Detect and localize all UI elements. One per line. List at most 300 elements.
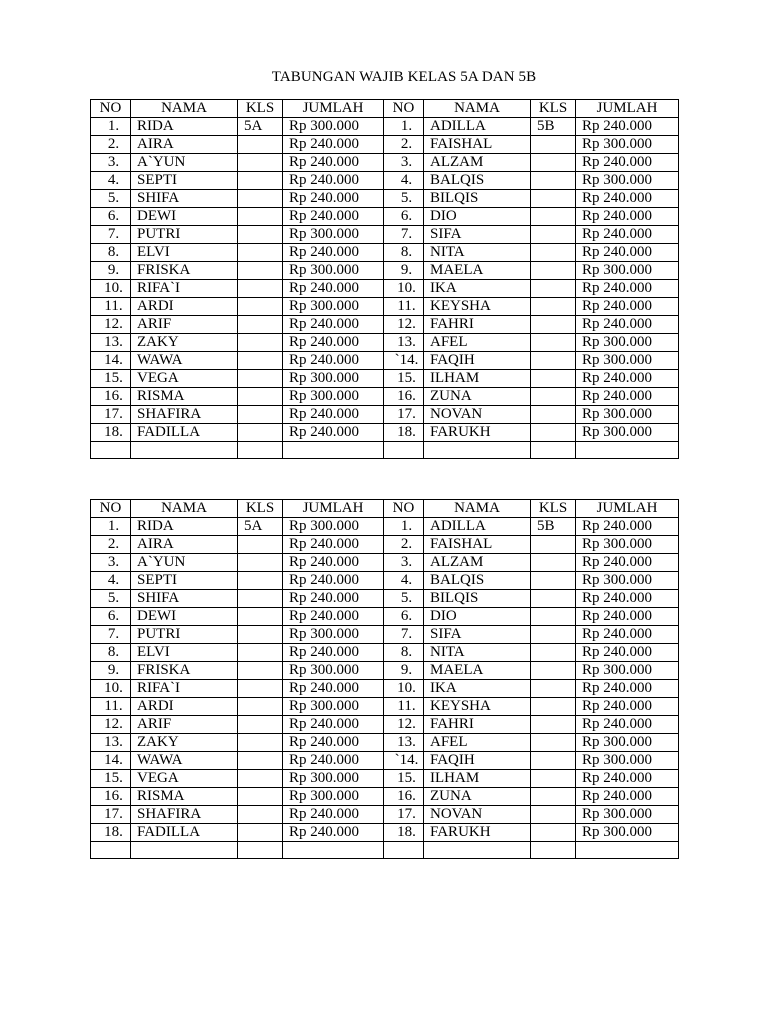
kls-cell bbox=[238, 752, 283, 770]
jumlah-cell: Rp 240.000 bbox=[283, 244, 384, 262]
kls-cell bbox=[531, 352, 576, 370]
jumlah-cell: Rp 240.000 bbox=[576, 298, 679, 316]
jumlah-cell: Rp 300.000 bbox=[283, 698, 384, 716]
nama-cell: SIFA bbox=[424, 226, 531, 244]
table-row bbox=[91, 334, 679, 352]
empty-cell bbox=[131, 842, 238, 859]
empty-cell bbox=[424, 442, 531, 459]
jumlah-cell: Rp 300.000 bbox=[576, 536, 679, 554]
table-row bbox=[91, 280, 679, 298]
nama-cell: NITA bbox=[424, 644, 531, 662]
page-title: TABUNGAN WAJIB KELAS 5A DAN 5B bbox=[271, 69, 537, 85]
nama-cell: ELVI bbox=[131, 244, 238, 262]
nama-cell: FADILLA bbox=[131, 824, 238, 842]
table-row bbox=[91, 680, 679, 698]
nama-cell: FADILLA bbox=[131, 424, 238, 442]
no-cell: 10. bbox=[384, 680, 424, 698]
nama-cell: FARUKH bbox=[424, 824, 531, 842]
jumlah-cell: Rp 240.000 bbox=[283, 608, 384, 626]
empty-cell bbox=[531, 842, 576, 859]
table-row bbox=[91, 734, 679, 752]
column-header: JUMLAH bbox=[576, 100, 679, 118]
jumlah-cell: Rp 240.000 bbox=[576, 208, 679, 226]
nama-cell: AFEL bbox=[424, 334, 531, 352]
empty-cell bbox=[238, 842, 283, 859]
jumlah-cell: Rp 240.000 bbox=[576, 118, 679, 136]
nama-cell: IKA bbox=[424, 280, 531, 298]
kls-cell bbox=[531, 244, 576, 262]
column-header: JUMLAH bbox=[283, 500, 384, 518]
no-cell: 5. bbox=[91, 190, 131, 208]
no-cell: 6. bbox=[91, 208, 131, 226]
nama-cell: FAQIH bbox=[424, 752, 531, 770]
table-row bbox=[91, 644, 679, 662]
nama-cell: SIFA bbox=[424, 626, 531, 644]
column-header: JUMLAH bbox=[576, 500, 679, 518]
jumlah-cell: Rp 240.000 bbox=[576, 154, 679, 172]
jumlah-cell: Rp 300.000 bbox=[576, 172, 679, 190]
kls-cell bbox=[238, 190, 283, 208]
nama-cell: ALZAM bbox=[424, 154, 531, 172]
nama-cell: SHAFIRA bbox=[131, 406, 238, 424]
table-row bbox=[91, 406, 679, 424]
nama-cell: SHIFA bbox=[131, 590, 238, 608]
table-row bbox=[91, 536, 679, 554]
kls-cell bbox=[238, 590, 283, 608]
table-row bbox=[91, 752, 679, 770]
jumlah-cell: Rp 300.000 bbox=[283, 770, 384, 788]
table-row bbox=[91, 298, 679, 316]
no-cell: 6. bbox=[91, 608, 131, 626]
nama-cell: RIFA`I bbox=[131, 280, 238, 298]
nama-cell: FAHRI bbox=[424, 316, 531, 334]
nama-cell: FAISHAL bbox=[424, 536, 531, 554]
kls-cell bbox=[238, 698, 283, 716]
no-cell: 17. bbox=[91, 806, 131, 824]
jumlah-cell: Rp 240.000 bbox=[283, 190, 384, 208]
empty-cell bbox=[531, 442, 576, 459]
no-cell: 16. bbox=[384, 788, 424, 806]
jumlah-cell: Rp 300.000 bbox=[283, 626, 384, 644]
jumlah-cell: Rp 240.000 bbox=[576, 626, 679, 644]
table-row bbox=[91, 136, 679, 154]
kls-cell bbox=[531, 298, 576, 316]
no-cell: 17. bbox=[91, 406, 131, 424]
no-cell: 11. bbox=[384, 698, 424, 716]
nama-cell: FARUKH bbox=[424, 424, 531, 442]
jumlah-cell: Rp 240.000 bbox=[283, 208, 384, 226]
no-cell: 18. bbox=[384, 424, 424, 442]
nama-cell: SHIFA bbox=[131, 190, 238, 208]
table-row bbox=[91, 208, 679, 226]
jumlah-cell: Rp 300.000 bbox=[576, 572, 679, 590]
table-row bbox=[91, 590, 679, 608]
jumlah-cell: Rp 300.000 bbox=[576, 136, 679, 154]
kls-cell bbox=[531, 370, 576, 388]
no-cell: 12. bbox=[384, 316, 424, 334]
kls-cell bbox=[238, 680, 283, 698]
kls-cell bbox=[531, 554, 576, 572]
jumlah-cell: Rp 240.000 bbox=[576, 698, 679, 716]
nama-cell: ZUNA bbox=[424, 788, 531, 806]
nama-cell: A`YUN bbox=[131, 554, 238, 572]
column-header: NAMA bbox=[131, 500, 238, 518]
savings-table-2 bbox=[90, 499, 679, 859]
kls-cell bbox=[238, 806, 283, 824]
kls-cell bbox=[531, 752, 576, 770]
empty-cell bbox=[91, 842, 131, 859]
jumlah-cell: Rp 240.000 bbox=[576, 608, 679, 626]
empty-cell bbox=[238, 442, 283, 459]
kls-cell bbox=[238, 226, 283, 244]
nama-cell: ALZAM bbox=[424, 554, 531, 572]
jumlah-cell: Rp 240.000 bbox=[283, 406, 384, 424]
column-header: KLS bbox=[238, 100, 283, 118]
jumlah-cell: Rp 240.000 bbox=[283, 824, 384, 842]
kls-cell bbox=[238, 406, 283, 424]
nama-cell: VEGA bbox=[131, 770, 238, 788]
no-cell: 7. bbox=[91, 226, 131, 244]
jumlah-cell: Rp 240.000 bbox=[576, 770, 679, 788]
nama-cell: MAELA bbox=[424, 262, 531, 280]
kls-cell bbox=[531, 190, 576, 208]
nama-cell: SHAFIRA bbox=[131, 806, 238, 824]
kls-cell bbox=[531, 262, 576, 280]
kls-cell bbox=[531, 406, 576, 424]
kls-cell bbox=[531, 172, 576, 190]
jumlah-cell: Rp 300.000 bbox=[576, 334, 679, 352]
nama-cell: ADILLA bbox=[424, 518, 531, 536]
no-cell: 3. bbox=[384, 554, 424, 572]
no-cell: 16. bbox=[91, 788, 131, 806]
nama-cell: FRISKA bbox=[131, 662, 238, 680]
table-row bbox=[91, 626, 679, 644]
kls-cell bbox=[238, 388, 283, 406]
empty-row bbox=[91, 842, 679, 859]
kls-cell bbox=[238, 172, 283, 190]
jumlah-cell: Rp 240.000 bbox=[283, 590, 384, 608]
kls-cell bbox=[531, 770, 576, 788]
kls-cell bbox=[531, 280, 576, 298]
table-row bbox=[91, 262, 679, 280]
jumlah-cell: Rp 240.000 bbox=[576, 370, 679, 388]
empty-cell bbox=[131, 442, 238, 459]
empty-cell bbox=[576, 842, 679, 859]
nama-cell: ELVI bbox=[131, 644, 238, 662]
nama-cell: FAHRI bbox=[424, 716, 531, 734]
nama-cell: ZAKY bbox=[131, 734, 238, 752]
jumlah-cell: Rp 240.000 bbox=[576, 244, 679, 262]
table-row bbox=[91, 806, 679, 824]
nama-cell: RIDA bbox=[131, 518, 238, 536]
jumlah-cell: Rp 240.000 bbox=[576, 716, 679, 734]
jumlah-cell: Rp 300.000 bbox=[283, 518, 384, 536]
table-row bbox=[91, 154, 679, 172]
nama-cell: ARIF bbox=[131, 316, 238, 334]
column-header: NAMA bbox=[424, 500, 531, 518]
no-cell: 8. bbox=[91, 644, 131, 662]
jumlah-cell: Rp 240.000 bbox=[283, 644, 384, 662]
kls-cell bbox=[238, 262, 283, 280]
table-row bbox=[91, 370, 679, 388]
no-cell: 13. bbox=[384, 334, 424, 352]
jumlah-cell: Rp 240.000 bbox=[283, 680, 384, 698]
nama-cell: MAELA bbox=[424, 662, 531, 680]
no-cell: 2. bbox=[384, 536, 424, 554]
jumlah-cell: Rp 300.000 bbox=[576, 262, 679, 280]
column-header: NAMA bbox=[131, 100, 238, 118]
table-header-row bbox=[91, 500, 679, 518]
kls-cell bbox=[238, 608, 283, 626]
column-header: JUMLAH bbox=[283, 100, 384, 118]
kls-cell bbox=[238, 824, 283, 842]
kls-cell bbox=[238, 244, 283, 262]
jumlah-cell: Rp 240.000 bbox=[283, 424, 384, 442]
kls-cell bbox=[238, 352, 283, 370]
jumlah-cell: Rp 240.000 bbox=[576, 226, 679, 244]
nama-cell: ADILLA bbox=[424, 118, 531, 136]
no-cell: 7. bbox=[384, 226, 424, 244]
kls-cell bbox=[531, 536, 576, 554]
column-header: NO bbox=[91, 500, 131, 518]
no-cell: 2. bbox=[91, 136, 131, 154]
kls-cell bbox=[238, 316, 283, 334]
jumlah-cell: Rp 240.000 bbox=[283, 716, 384, 734]
nama-cell: AIRA bbox=[131, 536, 238, 554]
no-cell: 15. bbox=[384, 770, 424, 788]
jumlah-cell: Rp 240.000 bbox=[283, 280, 384, 298]
jumlah-cell: Rp 300.000 bbox=[283, 662, 384, 680]
no-cell: 14. bbox=[91, 752, 131, 770]
table-row bbox=[91, 172, 679, 190]
jumlah-cell: Rp 300.000 bbox=[576, 824, 679, 842]
kls-cell bbox=[531, 388, 576, 406]
savings-table-1 bbox=[90, 99, 679, 459]
kls-cell bbox=[238, 136, 283, 154]
nama-cell: DEWI bbox=[131, 208, 238, 226]
no-cell: 13. bbox=[91, 334, 131, 352]
kls-cell bbox=[531, 590, 576, 608]
jumlah-cell: Rp 240.000 bbox=[283, 316, 384, 334]
nama-cell: BALQIS bbox=[424, 172, 531, 190]
nama-cell: AIRA bbox=[131, 136, 238, 154]
no-cell: 13. bbox=[384, 734, 424, 752]
nama-cell: FRISKA bbox=[131, 262, 238, 280]
nama-cell: RISMA bbox=[131, 788, 238, 806]
table-row bbox=[91, 824, 679, 842]
nama-cell: DIO bbox=[424, 208, 531, 226]
jumlah-cell: Rp 240.000 bbox=[283, 572, 384, 590]
nama-cell: KEYSHA bbox=[424, 698, 531, 716]
no-cell: 1. bbox=[91, 118, 131, 136]
no-cell: 5. bbox=[384, 190, 424, 208]
kls-cell bbox=[238, 298, 283, 316]
jumlah-cell: Rp 240.000 bbox=[576, 190, 679, 208]
kls-cell bbox=[531, 608, 576, 626]
jumlah-cell: Rp 240.000 bbox=[283, 554, 384, 572]
table-row bbox=[91, 316, 679, 334]
no-cell: 4. bbox=[91, 172, 131, 190]
table-row bbox=[91, 118, 679, 136]
table-row bbox=[91, 572, 679, 590]
nama-cell: RIDA bbox=[131, 118, 238, 136]
no-cell: 1. bbox=[384, 118, 424, 136]
nama-cell: PUTRI bbox=[131, 226, 238, 244]
no-cell: 6. bbox=[384, 208, 424, 226]
kls-cell bbox=[531, 806, 576, 824]
no-cell: 2. bbox=[91, 536, 131, 554]
column-header: KLS bbox=[238, 500, 283, 518]
column-header: NO bbox=[384, 500, 424, 518]
jumlah-cell: Rp 300.000 bbox=[283, 298, 384, 316]
kls-cell bbox=[531, 716, 576, 734]
nama-cell: VEGA bbox=[131, 370, 238, 388]
no-cell: 15. bbox=[91, 370, 131, 388]
kls-cell bbox=[531, 734, 576, 752]
nama-cell: BILQIS bbox=[424, 190, 531, 208]
no-cell: 10. bbox=[384, 280, 424, 298]
nama-cell: NOVAN bbox=[424, 806, 531, 824]
jumlah-cell: Rp 240.000 bbox=[283, 334, 384, 352]
jumlah-cell: Rp 300.000 bbox=[283, 226, 384, 244]
kls-cell bbox=[531, 680, 576, 698]
jumlah-cell: Rp 300.000 bbox=[576, 424, 679, 442]
kls-cell bbox=[531, 626, 576, 644]
nama-cell: BILQIS bbox=[424, 590, 531, 608]
no-cell: `14. bbox=[384, 352, 424, 370]
jumlah-cell: Rp 240.000 bbox=[283, 752, 384, 770]
nama-cell: ZAKY bbox=[131, 334, 238, 352]
nama-cell: RIFA`I bbox=[131, 680, 238, 698]
jumlah-cell: Rp 240.000 bbox=[576, 518, 679, 536]
kls-cell bbox=[238, 770, 283, 788]
no-cell: 15. bbox=[91, 770, 131, 788]
no-cell: `14. bbox=[384, 752, 424, 770]
no-cell: 12. bbox=[384, 716, 424, 734]
nama-cell: BALQIS bbox=[424, 572, 531, 590]
kls-cell bbox=[238, 208, 283, 226]
kls-cell bbox=[238, 662, 283, 680]
jumlah-cell: Rp 240.000 bbox=[283, 806, 384, 824]
table-row bbox=[91, 388, 679, 406]
no-cell: 9. bbox=[384, 262, 424, 280]
nama-cell: IKA bbox=[424, 680, 531, 698]
jumlah-cell: Rp 300.000 bbox=[283, 262, 384, 280]
nama-cell: A`YUN bbox=[131, 154, 238, 172]
jumlah-cell: Rp 240.000 bbox=[576, 280, 679, 298]
table-row bbox=[91, 352, 679, 370]
jumlah-cell: Rp 300.000 bbox=[576, 734, 679, 752]
nama-cell: RISMA bbox=[131, 388, 238, 406]
no-cell: 4. bbox=[91, 572, 131, 590]
kls-cell bbox=[238, 424, 283, 442]
kls-cell bbox=[531, 316, 576, 334]
nama-cell: NOVAN bbox=[424, 406, 531, 424]
table-row bbox=[91, 608, 679, 626]
column-header: NO bbox=[384, 100, 424, 118]
nama-cell: PUTRI bbox=[131, 626, 238, 644]
no-cell: 18. bbox=[384, 824, 424, 842]
kls-cell: 5B bbox=[531, 118, 576, 136]
kls-cell bbox=[531, 226, 576, 244]
empty-cell bbox=[384, 842, 424, 859]
kls-cell bbox=[238, 734, 283, 752]
no-cell: 13. bbox=[91, 734, 131, 752]
kls-cell bbox=[238, 572, 283, 590]
no-cell: 17. bbox=[384, 406, 424, 424]
table-row bbox=[91, 226, 679, 244]
nama-cell: ARDI bbox=[131, 298, 238, 316]
kls-cell bbox=[238, 554, 283, 572]
jumlah-cell: Rp 300.000 bbox=[576, 806, 679, 824]
kls-cell bbox=[531, 424, 576, 442]
kls-cell bbox=[531, 334, 576, 352]
jumlah-cell: Rp 240.000 bbox=[283, 536, 384, 554]
no-cell: 8. bbox=[384, 644, 424, 662]
no-cell: 6. bbox=[384, 608, 424, 626]
no-cell: 16. bbox=[91, 388, 131, 406]
jumlah-cell: Rp 240.000 bbox=[576, 590, 679, 608]
jumlah-cell: Rp 240.000 bbox=[283, 172, 384, 190]
kls-cell bbox=[531, 662, 576, 680]
jumlah-cell: Rp 240.000 bbox=[283, 136, 384, 154]
jumlah-cell: Rp 300.000 bbox=[283, 388, 384, 406]
no-cell: 18. bbox=[91, 824, 131, 842]
jumlah-cell: Rp 300.000 bbox=[283, 788, 384, 806]
no-cell: 12. bbox=[91, 716, 131, 734]
no-cell: 2. bbox=[384, 136, 424, 154]
no-cell: 3. bbox=[384, 154, 424, 172]
table-row bbox=[91, 190, 679, 208]
no-cell: 15. bbox=[384, 370, 424, 388]
kls-cell: 5B bbox=[531, 518, 576, 536]
no-cell: 8. bbox=[384, 244, 424, 262]
table-row bbox=[91, 424, 679, 442]
jumlah-cell: Rp 240.000 bbox=[283, 734, 384, 752]
table-row bbox=[91, 244, 679, 262]
jumlah-cell: Rp 240.000 bbox=[576, 788, 679, 806]
no-cell: 14. bbox=[91, 352, 131, 370]
kls-cell bbox=[531, 208, 576, 226]
no-cell: 11. bbox=[384, 298, 424, 316]
jumlah-cell: Rp 300.000 bbox=[283, 118, 384, 136]
kls-cell bbox=[238, 154, 283, 172]
jumlah-cell: Rp 240.000 bbox=[576, 388, 679, 406]
kls-cell bbox=[531, 154, 576, 172]
nama-cell: ILHAM bbox=[424, 770, 531, 788]
jumlah-cell: Rp 300.000 bbox=[576, 662, 679, 680]
jumlah-cell: Rp 240.000 bbox=[576, 554, 679, 572]
nama-cell: ILHAM bbox=[424, 370, 531, 388]
no-cell: 9. bbox=[91, 262, 131, 280]
empty-cell bbox=[283, 442, 384, 459]
no-cell: 9. bbox=[384, 662, 424, 680]
empty-cell bbox=[576, 442, 679, 459]
empty-cell bbox=[384, 442, 424, 459]
column-header: NAMA bbox=[424, 100, 531, 118]
no-cell: 4. bbox=[384, 572, 424, 590]
column-header: KLS bbox=[531, 100, 576, 118]
kls-cell bbox=[238, 788, 283, 806]
nama-cell: KEYSHA bbox=[424, 298, 531, 316]
nama-cell: DEWI bbox=[131, 608, 238, 626]
kls-cell: 5A bbox=[238, 518, 283, 536]
nama-cell: SEPTI bbox=[131, 572, 238, 590]
jumlah-cell: Rp 300.000 bbox=[576, 352, 679, 370]
column-header: KLS bbox=[531, 500, 576, 518]
kls-cell bbox=[238, 644, 283, 662]
table-row bbox=[91, 698, 679, 716]
